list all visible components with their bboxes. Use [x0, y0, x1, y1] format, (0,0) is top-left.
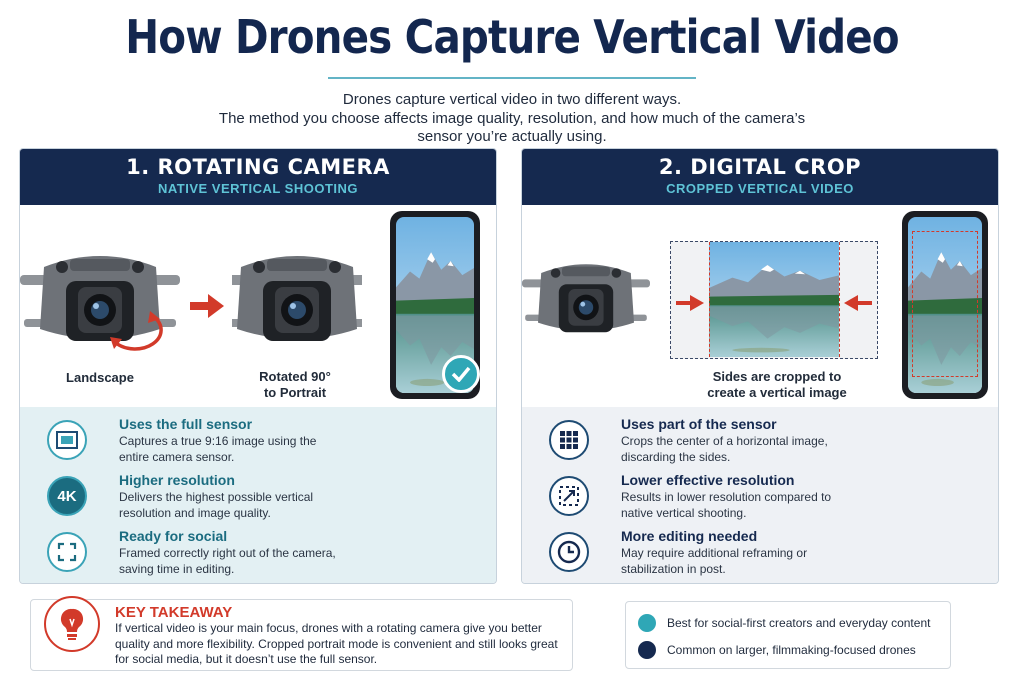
legend-item	[638, 641, 916, 659]
rotate-arrow-icon	[106, 309, 166, 353]
rotated-caption-line: Rotated 90°	[259, 369, 331, 384]
feature-desc	[119, 546, 479, 577]
intro-line: The method you choose affects image quality, resolution, and how much of the camera’s	[218, 109, 806, 127]
rotating-camera-panel	[19, 148, 497, 584]
4k-icon	[47, 476, 87, 516]
legend-label: Best for social-first creators and everyday content	[667, 616, 931, 630]
feature-title: Higher resolution	[119, 472, 235, 488]
digital-crop-panel	[521, 148, 999, 584]
panel-subtitle: NATIVE VERTICAL SHOOTING	[157, 181, 359, 196]
feature-desc-line: May require additional reframing or	[621, 546, 808, 560]
legend-box	[625, 601, 951, 669]
frame-corners-icon	[47, 532, 87, 572]
takeaway-line: If vertical video is your main focus, drones with a rotating camera give you better	[115, 621, 542, 635]
page-title: How Drones Capture Vertical Video	[125, 10, 899, 64]
feature-title: Uses part of the sensor	[621, 416, 777, 432]
arrow-right-icon	[190, 294, 224, 318]
feature-title: Uses the full sensor	[119, 416, 253, 432]
panel-title: 1. ROTATING CAMERA	[126, 155, 390, 179]
takeaway-title: KEY TAKEAWAY	[115, 604, 233, 621]
feature-desc-line: Crops the center of a horizontal image,	[621, 434, 828, 448]
takeaway-line: for social media, but it doesn’t use the full sensor.	[115, 652, 378, 666]
panel-title: 2. DIGITAL CROP	[658, 155, 862, 179]
intro-text	[180, 91, 844, 147]
4k-icon-label: 4K	[57, 487, 77, 505]
panel-header	[20, 149, 496, 205]
feature-desc-line: stabilization in post.	[621, 561, 726, 576]
takeaway-line: quality and more flexibility. Cropped portrait mode is convenient and still looks great	[115, 636, 558, 651]
title-divider	[328, 77, 696, 79]
feature-desc-line: discarding the sides.	[621, 449, 731, 464]
crop-region-outline	[912, 231, 978, 377]
feature-desc-line: Delivers the highest possible vertical	[119, 490, 314, 504]
feature-desc-line: saving time in editing.	[119, 561, 235, 576]
takeaway-text	[115, 621, 565, 668]
feature-title: More editing needed	[621, 528, 758, 544]
feature-lower-resolution	[549, 472, 989, 524]
feature-desc	[119, 490, 479, 521]
feature-desc-line: Captures a true 9:16 image using the	[119, 434, 317, 448]
lake-landscape-image	[709, 242, 839, 357]
arrow-inward-icon	[844, 295, 872, 311]
intro-line: sensor you’re actually using.	[417, 128, 607, 145]
feature-desc	[119, 434, 479, 465]
feature-title: Lower effective resolution	[621, 472, 795, 488]
arrow-inward-icon	[676, 295, 704, 311]
checkmark-icon	[442, 355, 480, 393]
landscape-caption: Landscape	[66, 370, 134, 385]
crop-caption-line: Sides are cropped to	[712, 369, 842, 384]
feature-full-sensor	[47, 416, 487, 468]
legend-item	[638, 614, 930, 632]
feature-desc-line: Framed correctly right out of the camera,	[119, 546, 336, 560]
feature-desc-line: Results in lower resolution compared to	[621, 490, 832, 504]
sensor-grid-icon	[549, 420, 589, 460]
legend-dot-navy	[638, 641, 656, 659]
feature-higher-resolution	[47, 472, 487, 524]
feature-desc-line: resolution and image quality.	[119, 505, 271, 520]
key-takeaway-box	[30, 599, 573, 671]
drone-image	[522, 247, 650, 347]
intro-line: Drones capture vertical video in two different ways.	[342, 91, 682, 108]
feature-desc	[621, 490, 981, 521]
crop-line-left	[709, 242, 710, 357]
crop-line-right	[839, 242, 840, 357]
feature-desc	[621, 546, 981, 577]
lightbulb-icon	[44, 596, 100, 652]
dashed-crop-icon	[549, 476, 589, 516]
feature-ready-for-social	[47, 528, 487, 580]
rotated-caption	[230, 369, 360, 401]
panel-subtitle: CROPPED VERTICAL VIDEO	[666, 181, 854, 196]
rotated-caption-line: to Portrait	[263, 385, 327, 400]
drone-rotated-image	[232, 237, 362, 357]
legend-label: Common on larger, filmmaking-focused drones	[667, 643, 916, 657]
feature-desc-line: native vertical shooting.	[621, 505, 747, 520]
feature-desc-line: entire camera sensor.	[119, 449, 235, 464]
feature-desc	[621, 434, 981, 465]
feature-title: Ready for social	[119, 528, 228, 544]
feature-part-of-sensor	[549, 416, 989, 468]
clock-icon	[549, 532, 589, 572]
crop-caption	[682, 369, 872, 401]
crop-caption-line: create a vertical image	[707, 385, 847, 400]
sensor-full-icon	[47, 420, 87, 460]
panel-header	[522, 149, 998, 205]
feature-more-editing	[549, 528, 989, 580]
phone-portrait-preview	[902, 211, 988, 399]
legend-dot-teal	[638, 614, 656, 632]
